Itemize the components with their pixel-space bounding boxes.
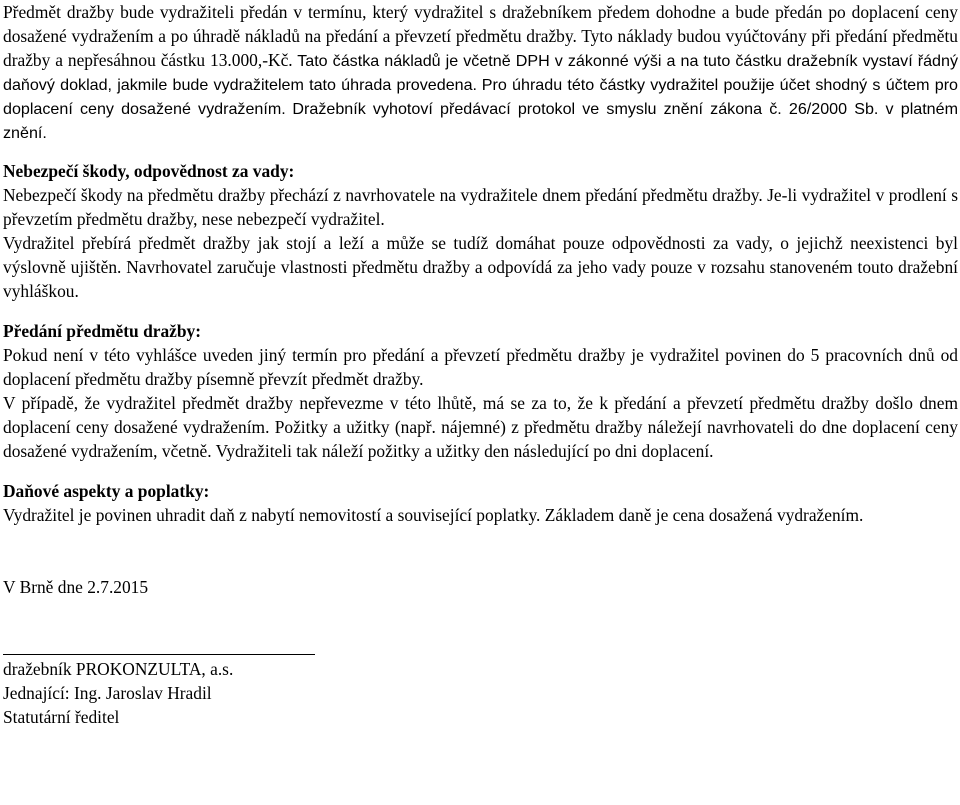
heading-handover: Předání předmětu dražby: [3, 321, 202, 341]
tax-paragraph: Vydražitel je povinen uhradit daň z nabytí nemovitostí a související poplatky. Základem daně je cena dosažená vydražením. [3, 505, 864, 525]
intro-sentence-5: Dražebník vyhotoví předávací protokol ve smyslu znění zákona č. 26/2000 Sb. v platném znění. [3, 100, 958, 142]
signature-representative: Jednající: Ing. Jaroslav Hradil [3, 683, 212, 703]
handover-paragraph-1: Pokud není v této vyhlášce uveden jiný termín pro předání a převzetí předmětu dražby je vydražitel povinen do 5 pracovních dnů od doplacení předmětu dražby písemně převzít předmět dražby. [3, 345, 958, 389]
signature-title: Statutární ředitel [3, 707, 120, 727]
signature-line [3, 654, 315, 655]
place-date: V Brně dne 2.7.2015 [3, 577, 149, 597]
intro-sentence-1: Předmět dražby bude vydražiteli předán v termínu, který vydražitel s dražebníkem předem dohodne a bude předán po doplacení ceny dosažené vydražením a po úhradě nákladů na předání a převzetí předmětu dražby. [3, 2, 958, 46]
document-page [3, 0, 958, 729]
intro-paragraph [3, 0, 958, 145]
liability-paragraph-1: Nebezpečí škody na předmětu dražby přechází z navrhovatele na vydražitele dnem předání předmětu dražby. Je-li vydražitel v prodlení s převzetím předmětu dražby, nese nebezpečí vydražitel. [3, 185, 958, 229]
handover-paragraph-2: V případě, že vydražitel předmět dražby nepřevezme v této lhůtě, má se za to, že k předání a převzetí předmětu dražby došlo dnem doplacení ceny dosažené vydražením. Požitky a užitky (např. nájemné) z předmětu dražby náležejí navrhovateli do dne doplacení ceny dosažené vydražením, včetně. Vydražiteli tak náleží požitky a užitky den následující po dni doplacení. [3, 393, 958, 461]
intro-sentence-4: Pro úhradu této částky vydražitel použije účet shodný s účtem pro doplacení ceny dosažené vydražením. [3, 76, 959, 118]
heading-liability: Nebezpečí škody, odpovědnost za vady: [3, 161, 295, 181]
heading-tax: Daňové aspekty a poplatky: [3, 481, 210, 501]
liability-paragraph-2: Vydražitel přebírá předmět dražby jak stojí a leží a může se tudíž domáhat pouze odpovědnosti za vady, o jejichž neexistenci byl výslovně ujištěn. Navrhovatel zaručuje vlastnosti předmětu dražby a odpovídá za jeho vady pouze v rozsahu stanoveném touto dražební vyhláškou. [3, 233, 958, 301]
signature-company: dražebník PROKONZULTA, a.s. [3, 659, 234, 679]
intro-sentence-3: Tato částka nákladů je včetně DPH v zákonné výši a na tuto částku dražebník vystaví řádný daňový doklad, jakmile bude vydražitelem tato úhrada provedena. [3, 52, 959, 94]
intro-sentence-2: Tyto náklady budou vyúčtovány při předání předmětu dražby a nepřesáhnou částku 13.000,-Kč. [3, 26, 958, 70]
